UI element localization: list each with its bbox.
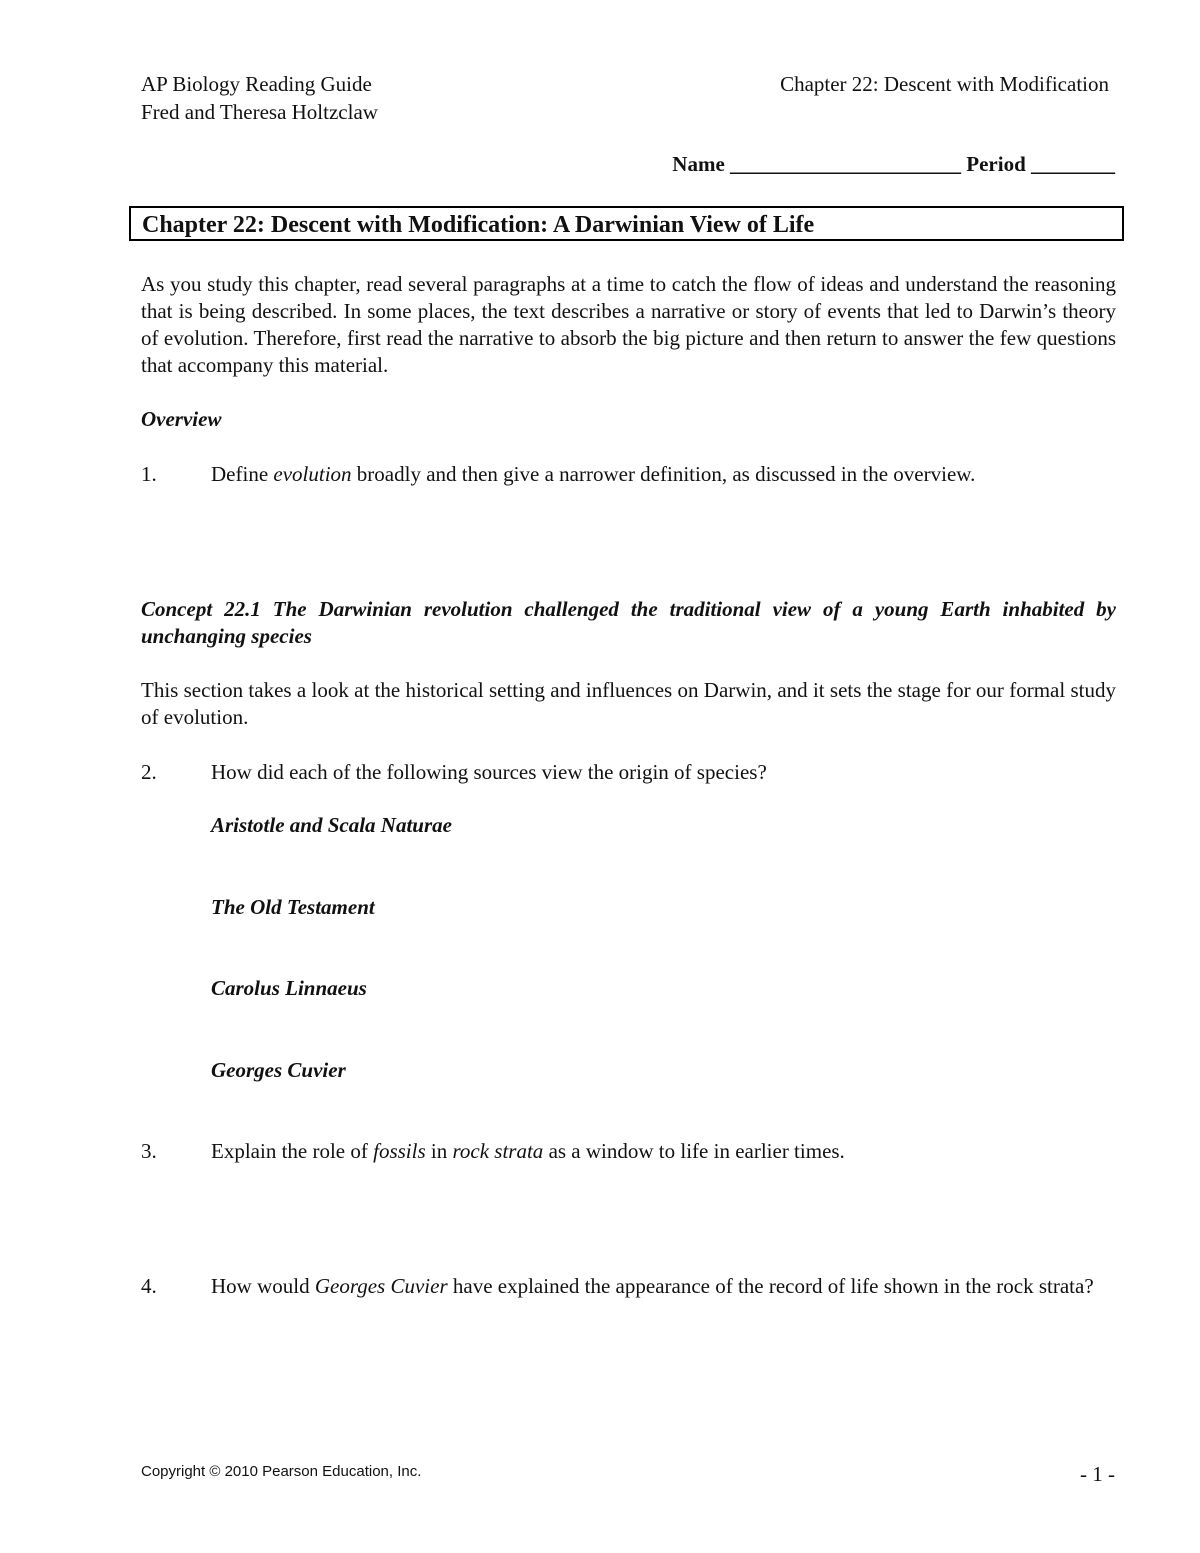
term-evolution: evolution bbox=[273, 462, 352, 486]
question-1-number: 1. bbox=[141, 462, 157, 486]
intro-paragraph: As you study this chapter, read several paragraphs at a time to catch the flow of ideas and understand the reasoning that is being described. In some places, the text describes a narrative or story of events that led to Darwin’s theory of evolution. Therefore, first read the narrative to absorb the big picture and then return to answer the few questions that accompany this material. bbox=[141, 272, 1116, 377]
header-chapter: Chapter 22: Descent with Modification bbox=[780, 72, 1109, 96]
concept-intro: This section takes a look at the historical setting and influences on Darwin, and it sets the stage for our formal study of evolution. bbox=[141, 678, 1116, 729]
header-course: AP Biology Reading Guide bbox=[141, 72, 372, 96]
page-title: Chapter 22: Descent with Modification: A Darwinian View of Life bbox=[142, 212, 815, 238]
source-old-testament: The Old Testament bbox=[211, 895, 375, 919]
concept-heading: Concept 22.1 The Darwinian revolution challenged the traditional view of a young Earth inhabited by unchanging species bbox=[141, 597, 1116, 648]
question-4-number: 4. bbox=[141, 1274, 157, 1298]
title-box bbox=[129, 206, 1124, 241]
source-cuvier: Georges Cuvier bbox=[211, 1058, 346, 1082]
term-georges-cuvier: Georges Cuvier bbox=[314, 1274, 448, 1298]
page-number: - 1 - bbox=[1080, 1462, 1115, 1486]
question-3-text: Explain the role of fossils in rock strata as a window to life in earlier times. bbox=[211, 1139, 845, 1163]
term-rock-strata: rock strata bbox=[452, 1139, 544, 1163]
question-2-text: How did each of the following sources view the origin of species? bbox=[211, 760, 767, 784]
name-period-line: Name ______________________ Period ________ bbox=[672, 152, 1115, 176]
header-authors: Fred and Theresa Holtzclaw bbox=[141, 100, 378, 124]
question-1-text: Define evolution broadly and then give a narrower definition, as discussed in the overview. bbox=[211, 462, 976, 486]
question-2-number: 2. bbox=[141, 760, 157, 784]
question-3-number: 3. bbox=[141, 1139, 157, 1163]
question-4-text: How would Georges Cuvier have explained the appearance of the record of life shown in the rock strata? bbox=[211, 1274, 1094, 1298]
overview-heading: Overview bbox=[141, 407, 222, 431]
term-fossils: fossils bbox=[373, 1139, 426, 1163]
source-aristotle: Aristotle and Scala Naturae bbox=[211, 813, 452, 837]
source-linnaeus: Carolus Linnaeus bbox=[211, 976, 367, 1000]
copyright-footer: Copyright © 2010 Pearson Education, Inc. bbox=[141, 1463, 422, 1480]
